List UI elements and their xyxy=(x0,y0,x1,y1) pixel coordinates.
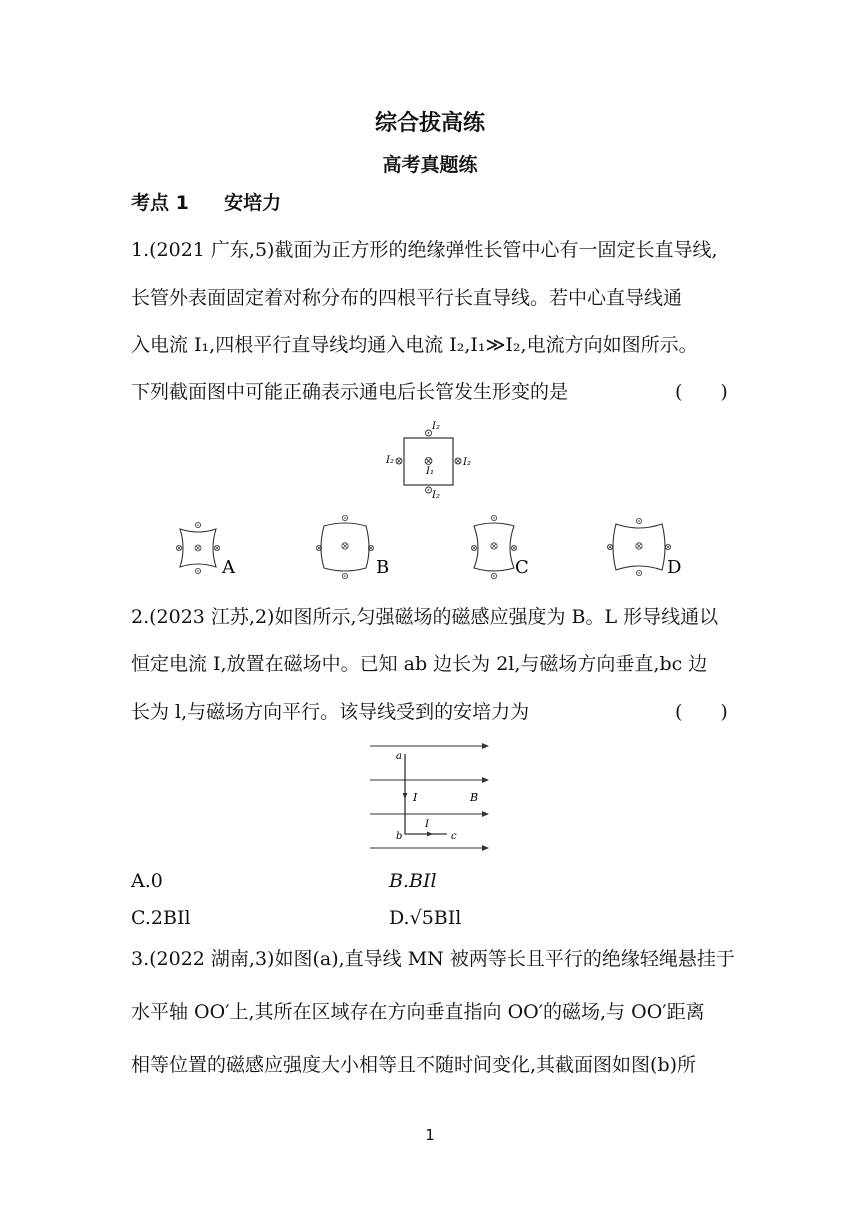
q1-option-c-figure xyxy=(464,512,549,580)
label-top: I₂ xyxy=(432,421,440,432)
q1-option-a-figure xyxy=(170,515,250,579)
page-title: 综合拔高练 xyxy=(374,111,485,136)
q1-line-4: 下列截面图中可能正确表示通电后长管发生形变的是 xyxy=(131,381,569,403)
current-arrow-down-icon xyxy=(403,793,408,799)
q1-option-d-figure xyxy=(604,512,699,580)
label-current-vertical: I xyxy=(413,791,418,804)
q2-option-c: C.2BIl xyxy=(131,907,191,929)
current-arrow-right-icon xyxy=(427,832,433,837)
q1-option-b-figure xyxy=(312,512,397,580)
label-right: I₂ xyxy=(463,457,471,468)
q2-line-3: 长为 l,与磁场方向平行。该导线受到的安培力为 xyxy=(131,701,530,723)
q3-line-1: 3.(2022 湖南,3)如图(a),直导线 MN 被两等长且平行的绝缘轻绳悬挂于 xyxy=(131,948,735,970)
option-c-label: C xyxy=(515,557,529,578)
label-current-horizontal: I xyxy=(425,819,429,830)
q1-answer-bracket: ( ) xyxy=(675,381,728,403)
wire-bottom-out-icon xyxy=(426,487,432,493)
q2-option-a: A.0 xyxy=(131,870,163,892)
option-b-label: B xyxy=(376,557,390,578)
q2-line-2: 恒定电流 I,放置在磁场中。已知 ab 边长为 2l,与磁场方向垂直,bc 边 xyxy=(131,653,708,675)
q2-option-d: D.√5BIl xyxy=(389,907,462,929)
label-bottom: I₂ xyxy=(432,490,440,501)
q3-line-3: 相等位置的磁感应强度大小相等且不随时间变化,其截面图如图(b)所 xyxy=(131,1054,697,1076)
option-d-label: D xyxy=(667,557,682,578)
q2-answer-bracket: ( ) xyxy=(675,701,728,723)
label-center: I₁ xyxy=(426,466,434,477)
point-b: b xyxy=(396,831,403,842)
q3-line-2: 水平轴 OO′上,其所在区域存在方向垂直指向 OO′的磁场,与 OO′距离 xyxy=(131,1001,705,1023)
wire-right-in-icon xyxy=(455,458,461,464)
q2-figure xyxy=(365,738,495,856)
point-c: c xyxy=(451,831,457,842)
label-field-b: B xyxy=(470,791,479,804)
section-name: 安培力 xyxy=(224,192,282,214)
q1-line-3: 入电流 I₁,四根平行直导线均通入电流 I₂,I₁≫I₂,电流方向如图所示。 xyxy=(131,334,698,356)
label-left: I₂ xyxy=(386,455,394,466)
q1-line-2: 长管外表面固定着对称分布的四根平行长直导线。若中心直导线通 xyxy=(131,287,683,309)
section-heading xyxy=(131,191,281,215)
point-a: a xyxy=(396,751,402,762)
q1-figure xyxy=(380,418,480,503)
q2-option-b: B.BIl xyxy=(389,870,437,892)
section-label: 考点 1 xyxy=(131,192,189,214)
page-number: 1 xyxy=(425,1126,435,1144)
option-a-label: A xyxy=(222,557,235,578)
wire-center-in-icon xyxy=(425,458,432,465)
q2-line-1: 2.(2023 江苏,2)如图所示,匀强磁场的磁感应强度为 B。L 形导线通以 xyxy=(131,606,719,628)
wire-left-in-icon xyxy=(396,458,402,464)
page-subtitle: 高考真题练 xyxy=(382,154,478,176)
q1-line-1: 1.(2021 广东,5)截面为正方形的绝缘弹性长管中心有一固定长直导线, xyxy=(131,239,718,261)
wire-top-out-icon xyxy=(426,430,432,436)
